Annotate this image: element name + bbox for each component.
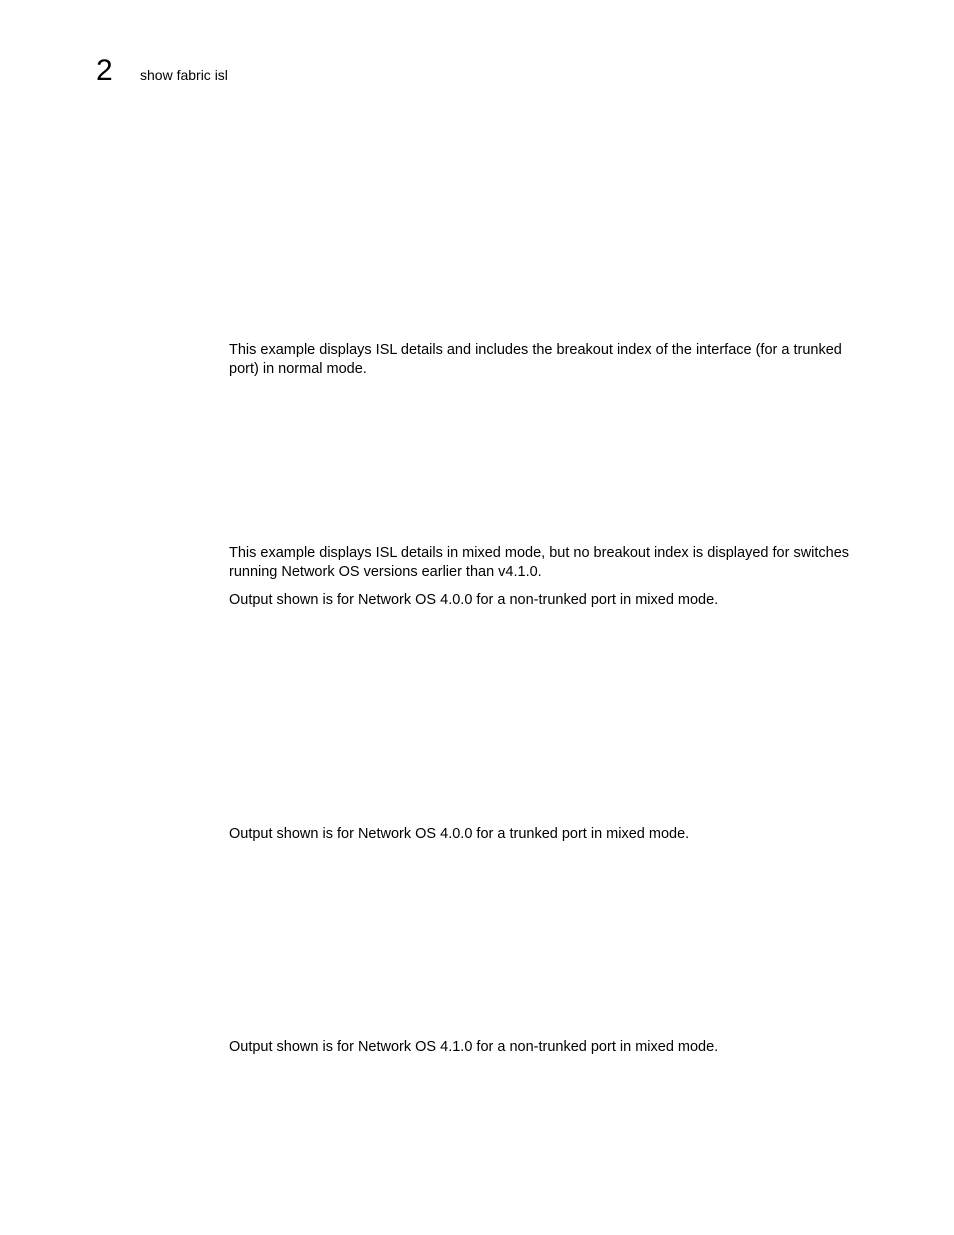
paragraph-normal-mode-example: This example displays ISL details and includes the breakout index of the interface (for a trunked port) in normal mode. [229, 342, 842, 377]
paragraph-nos400-trunked: Output shown is for Network OS 4.0.0 for a trunked port in mixed mode. [229, 826, 690, 842]
paragraph-mixed-mode-example: This example displays ISL details in mixed mode, but no breakout index is displayed for switches running Network OS versions earlier than v4.1.0. [229, 545, 850, 580]
paragraph-nos400-non-trunked: Output shown is for Network OS 4.0.0 for a non-trunked port in mixed mode. [229, 592, 719, 608]
running-header-title: show fabric isl [140, 67, 228, 83]
paragraph-nos410-non-trunked: Output shown is for Network OS 4.1.0 for a non-trunked port in mixed mode. [229, 1039, 719, 1055]
chapter-number: 2 [96, 54, 113, 87]
